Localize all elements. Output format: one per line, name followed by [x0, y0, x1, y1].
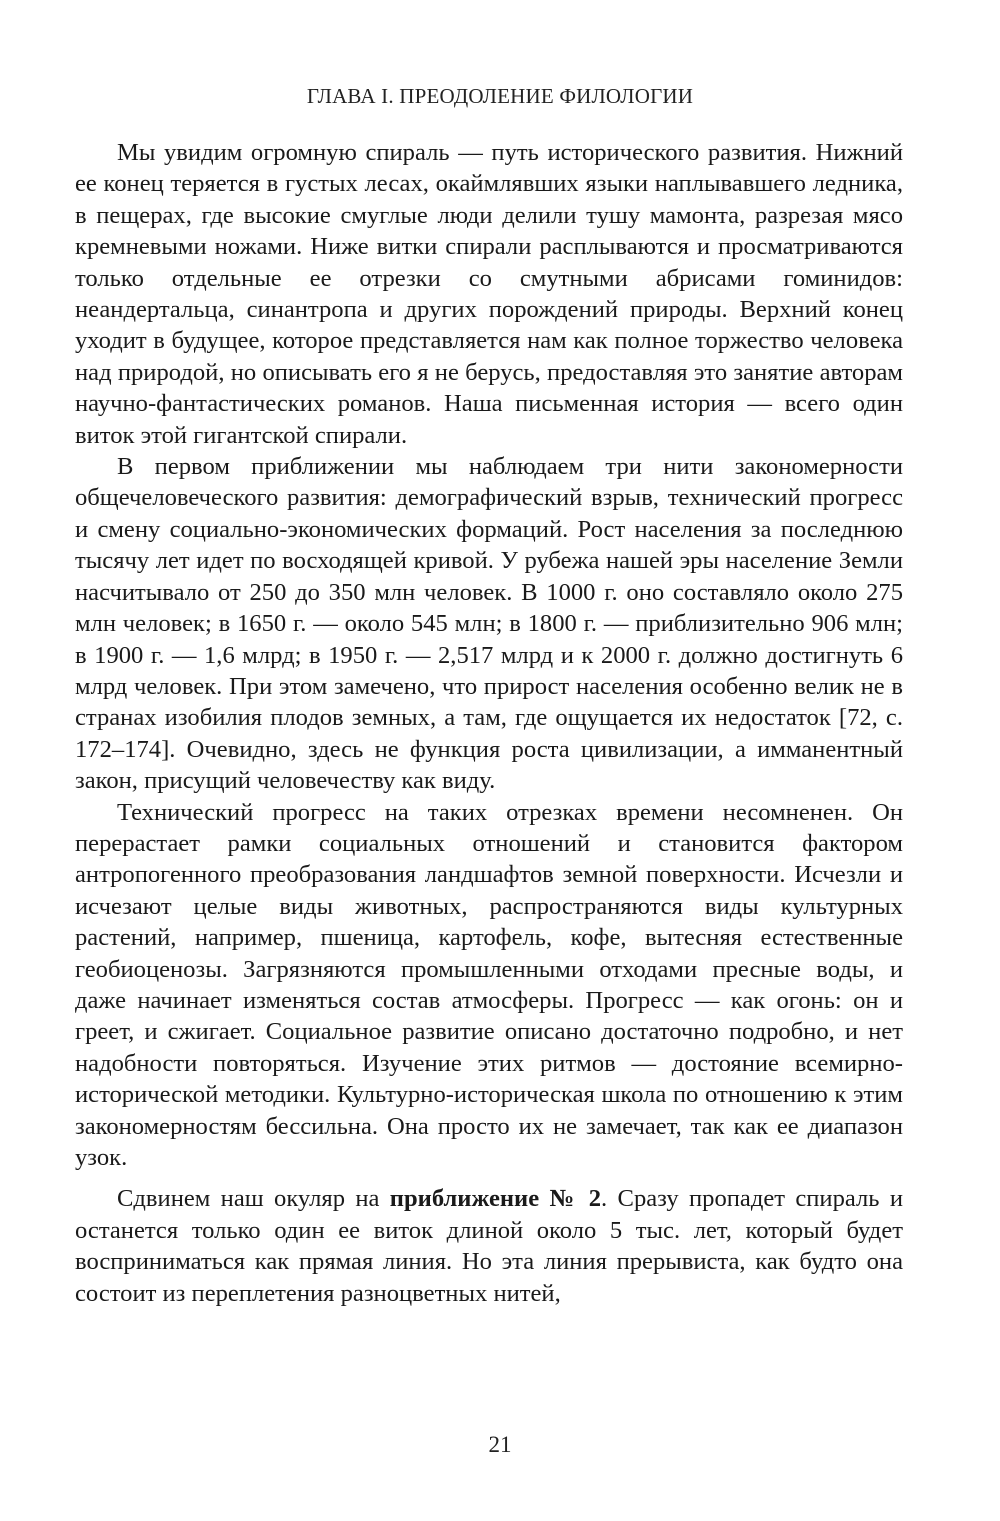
paragraph-second-approximation	[75, 1183, 903, 1309]
emphasis-approximation-2: приближение № 2	[389, 1185, 602, 1213]
paragraph-technical-progress: Технический прогресс на таких отрезках времени несомненен. Он перерастает рамки социальных отношений и становится фактором антропогенного преобразования ландшафтов земной поверхности. Исчезли и исчезают целые виды животных, распространяются виды культурных растений, например, пшеница, картофель, кофе, вытесняя естественные геобиоценозы. Загрязняются промышленными отходами пресные воды, и даже начинает изменяться состав атмосферы. Прогресс — как огонь: он и греет, и сжигает. Социальное развитие описано достаточно подробно, и нет надобности повторяться. Изучение этих ритмов — достояние всемирно-исторической методики. Культурно-историческая школа по отношению к этим закономерностям бессильна. Она просто их не замечает, так как ее диапазон узок.	[75, 798, 903, 1171]
text-block	[75, 137, 903, 1309]
paragraph-text-after: . Сразу пропадет спираль и останется только один ее виток длиной около 5 тыс. лет, который будет восприниматься как прямая линия. Но эта линия прерывиста, как будто она состоит из переплетения разноцветных нитей,	[75, 1185, 904, 1307]
paragraph-spiral: Мы увидим огромную спираль — путь исторического развития. Нижний ее конец теряется в густых лесах, окаймлявших языки наплывавшего ледника, в пещерах, где высокие смуглые люди делили тушу мамонта, разрезая мясо кремневыми ножами. Ниже витки спирали расплываются и просматриваются только отдельные ее отрезки со смутными абрисами гоминидов: неандертальца, синантропа и других порождений природы. Верхний конец уходит в будущее, которое представляется нам как полное торжество человека над природой, но описывать его я не берусь, предоставляя это занятие авторам научно-фантастических романов. Наша письменная история — всего один виток этой гигантской спирали.	[75, 139, 903, 449]
running-head: ГЛАВА I. ПРЕОДОЛЕНИЕ ФИЛОЛОГИИ	[306, 84, 694, 108]
page-number: 21	[488, 1432, 512, 1457]
paragraph-text-before: Сдвинем наш окуляр на	[117, 1185, 390, 1213]
paragraph-first-approximation: В первом приближении мы наблюдаем три нити закономерности общечеловеческого развития: демографический взрыв, технический прогресс и смену социально-экономических формаций. Рост населения за последнюю тысячу лет идет по восходящей кривой. У рубежа нашей эры население Земли насчитывало от 250 до 350 млн человек. В 1000 г. оно составляло около 275 млн человек; в 1650 г. — около 545 млн; в 1800 г. — приблизительно 906 млн; в 1900 г. — 1,6 млрд; в 1950 г. — 2,517 млрд и к 2000 г. должно достигнуть 6 млрд человек. При этом замечено, что прирост населения особенно велик не в странах изобилия плодов земных, а там, где ощущается их недостаток [72, с. 172–174]. Очевидно, здесь не функция роста цивилизации, а имманентный закон, присущий человечеству как виду.	[75, 453, 903, 795]
